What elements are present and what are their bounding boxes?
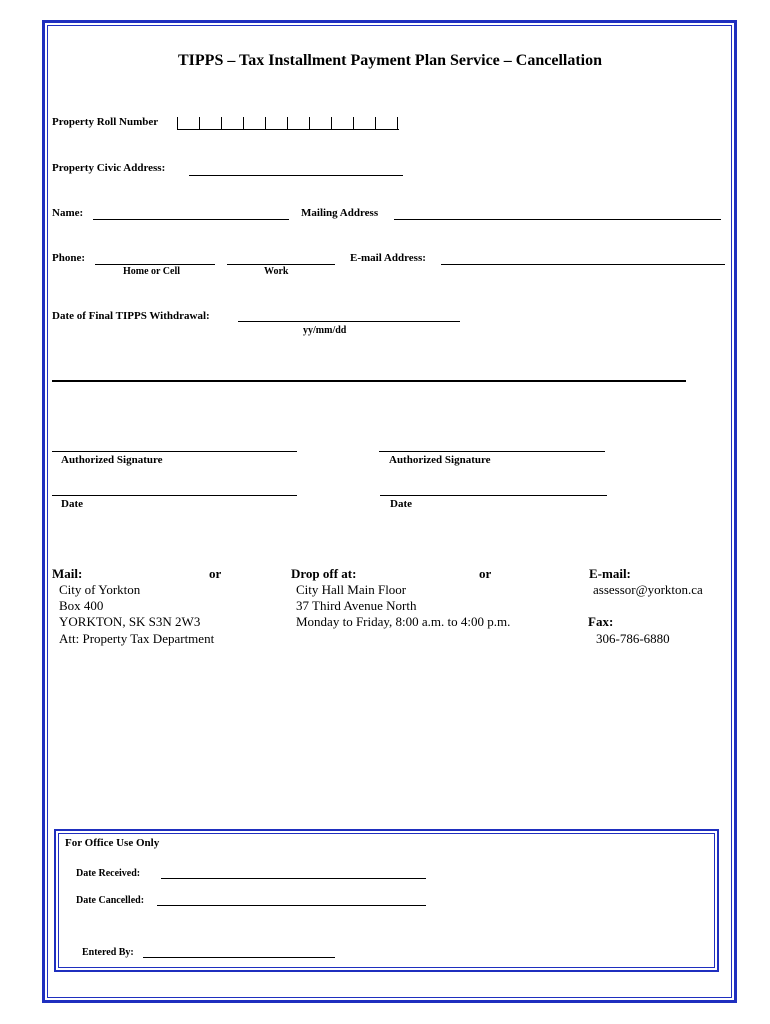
office-use-heading: For Office Use Only (65, 837, 160, 849)
roll-number-field[interactable] (177, 117, 399, 130)
date-received-field[interactable] (161, 878, 426, 879)
entered-by-field[interactable] (143, 957, 335, 958)
roll-number-label: Property Roll Number (52, 116, 159, 128)
mailing-address-field[interactable] (394, 219, 721, 220)
entered-by-label: Entered By: (82, 947, 134, 958)
phone-work-field[interactable] (227, 264, 335, 265)
left-date-label: Date (61, 498, 83, 510)
dropoff-line: 37 Third Avenue North (296, 598, 417, 613)
section-divider (52, 380, 686, 382)
office-use-box-inner (58, 833, 715, 968)
fax-value: 306-786-6880 (596, 631, 670, 646)
civic-address-label: Property Civic Address: (52, 162, 166, 174)
dropoff-line: City Hall Main Floor (296, 582, 407, 597)
mail-heading: Mail: (52, 566, 83, 581)
left-signature-line[interactable] (52, 451, 297, 452)
final-withdrawal-label: Date of Final TIPPS Withdrawal: (52, 310, 210, 322)
right-date-label: Date (390, 498, 412, 510)
or-separator-2: or (479, 566, 492, 581)
date-format-hint: yy/mm/dd (303, 325, 347, 336)
mail-line: YORKTON, SK S3N 2W3 (59, 614, 201, 629)
email-label: E-mail Address: (350, 252, 426, 264)
mail-line: Box 400 (59, 598, 104, 613)
right-signature-line[interactable] (379, 451, 605, 452)
left-date-line[interactable] (52, 495, 297, 496)
left-signature-label: Authorized Signature (61, 454, 163, 466)
work-hint: Work (264, 266, 289, 277)
dropoff-line: Monday to Friday, 8:00 a.m. to 4:00 p.m. (296, 614, 511, 629)
name-label: Name: (52, 207, 84, 219)
home-or-cell-hint: Home or Cell (123, 266, 181, 277)
final-withdrawal-field[interactable] (238, 321, 460, 322)
phone-home-field[interactable] (95, 264, 215, 265)
date-received-label: Date Received: (76, 868, 141, 879)
mail-line: Att: Property Tax Department (59, 631, 215, 646)
date-cancelled-label: Date Cancelled: (76, 895, 145, 906)
civic-address-field[interactable] (189, 175, 403, 176)
form-title: TIPPS – Tax Installment Payment Plan Service – Cancellation (178, 52, 602, 69)
mail-line: City of Yorkton (59, 582, 141, 597)
email-field[interactable] (441, 264, 725, 265)
mailing-address-label: Mailing Address (301, 207, 379, 219)
fax-heading: Fax: (588, 614, 614, 629)
or-separator-1: or (209, 566, 222, 581)
email-heading: E-mail: (589, 566, 631, 581)
name-field[interactable] (93, 219, 289, 220)
dropoff-heading: Drop off at: (291, 566, 357, 581)
date-cancelled-field[interactable] (157, 905, 426, 906)
right-date-line[interactable] (380, 495, 607, 496)
right-signature-label: Authorized Signature (389, 454, 491, 466)
email-value[interactable]: assessor@yorkton.ca (593, 582, 703, 597)
phone-label: Phone: (52, 252, 85, 264)
